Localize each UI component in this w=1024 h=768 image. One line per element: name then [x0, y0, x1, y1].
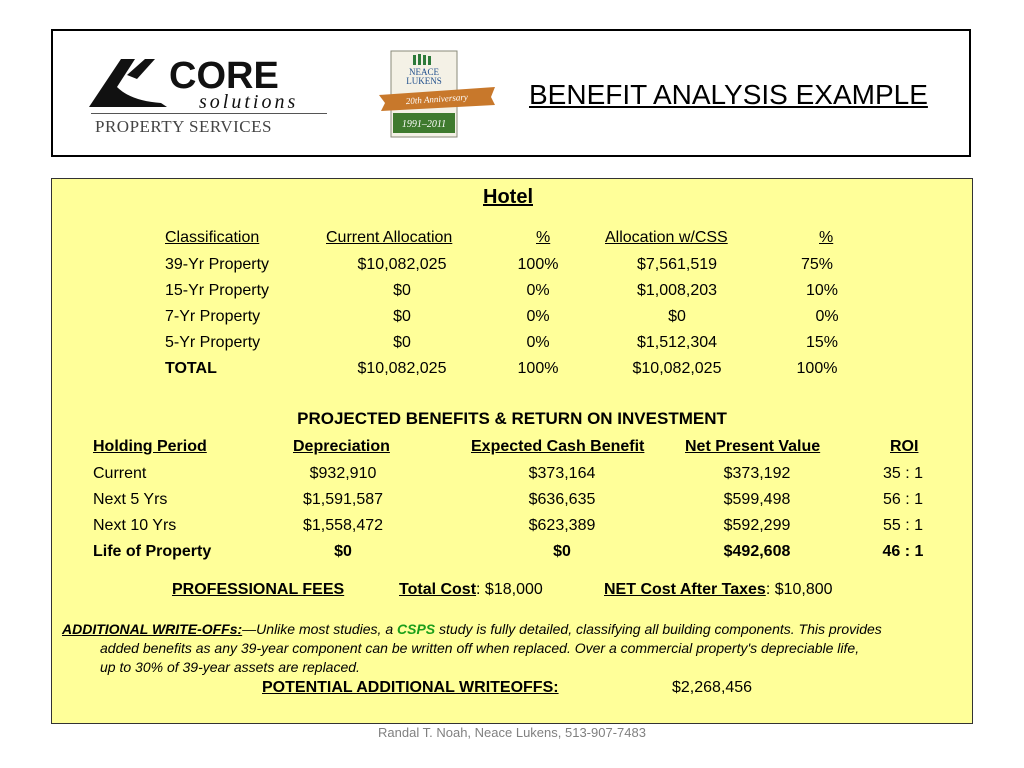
alloc-cell-pct1: 100% [517, 360, 559, 377]
benefits-header-holding: Holding Period [93, 438, 207, 455]
total-cost-value: : $18,000 [476, 581, 543, 598]
alloc-total-label: TOTAL [165, 360, 217, 377]
net-cost-label: NET Cost After Taxes [604, 581, 766, 598]
alloc-cell-class: 5-Yr Property [165, 334, 261, 351]
anniversary-years-text: 1991–2011 [401, 119, 447, 130]
alloc-cell-current: $10,082,025 [357, 360, 447, 377]
benefits-cell-depreciation: $1,591,587 [302, 491, 384, 508]
alloc-cell-css: $0 [668, 308, 686, 325]
alloc-cell-pct1: 0% [526, 282, 550, 299]
core-logo-rule [91, 113, 327, 114]
benefits-cell-cash: $623,389 [528, 517, 596, 534]
alloc-cell-current: $0 [393, 308, 411, 325]
note-text-before: Unlike most studies, a [256, 621, 398, 637]
note-lead: ADDITIONAL WRITE-OFFs: [62, 621, 243, 637]
benefits-cell-cash: $373,164 [528, 465, 596, 482]
benefits-cell-period: Next 5 Yrs [93, 491, 168, 508]
page-title: BENEFIT ANALYSIS EXAMPLE [529, 79, 928, 110]
benefits-header-depreciation: Depreciation [293, 438, 390, 455]
header-box [51, 29, 971, 157]
total-cost-label: Total Cost [399, 581, 477, 598]
potential-writeoffs-value: $2,268,456 [672, 679, 753, 696]
alloc-cell-pct2: 10% [805, 282, 839, 299]
note-text-after: study is fully detailed, classifying all building components. This provides [435, 621, 882, 637]
alloc-cell-css: $10,082,025 [632, 360, 722, 377]
benefits-header-roi: ROI [890, 438, 919, 455]
core-logo-sub: solutions [199, 91, 299, 113]
alloc-cell-class: 39-Yr Property [165, 256, 270, 273]
professional-fees-label: PROFESSIONAL FEES [172, 581, 345, 598]
benefits-cell-cash: $636,635 [528, 491, 596, 508]
footer-credit: Randal T. Noah, Neace Lukens, 513-907-7483 [378, 725, 646, 740]
benefits-cell-period: Current [93, 465, 147, 482]
alloc-cell-pct2: 0% [815, 308, 839, 325]
note-dash: — [242, 621, 257, 637]
alloc-cell-css: $1,512,304 [636, 334, 718, 351]
benefits-title: PROJECTED BENEFITS & RETURN ON INVESTMENT [297, 409, 727, 428]
net-cost [604, 581, 833, 599]
alloc-cell-pct2: 75% [800, 256, 834, 273]
net-cost-value: : $10,800 [765, 581, 833, 598]
benefits-cell-depreciation: $1,558,472 [302, 517, 384, 534]
benefits-header-cash: Expected Cash Benefit [471, 438, 645, 455]
alloc-cell-current: $10,082,025 [357, 256, 447, 273]
alloc-cell-current: $0 [393, 282, 411, 299]
alloc-cell-css: $1,008,203 [636, 282, 718, 299]
potential-writeoffs-label: POTENTIAL ADDITIONAL WRITEOFFS: [262, 679, 559, 696]
core-logo-word: CORE [169, 55, 279, 97]
benefits-cell-roi: 55 : 1 [882, 517, 924, 534]
total-cost [399, 581, 543, 599]
additional-writeoffs-note [62, 620, 962, 677]
benefits-cell-npv: $592,299 [723, 517, 791, 534]
neace-text: NEACE [409, 67, 439, 77]
core-solutions-logo [87, 53, 337, 143]
alloc-cell-pct1: 0% [526, 334, 550, 351]
alloc-cell-class: 15-Yr Property [165, 282, 270, 299]
benefits-cell-npv: $373,192 [723, 465, 791, 482]
alloc-cell-pct2: 15% [805, 334, 839, 351]
anniversary-ribbon-text: 20th Anniversary [405, 91, 469, 107]
benefits-cell-roi: 56 : 1 [882, 491, 924, 508]
benefits-cell-depreciation: $0 [334, 543, 352, 560]
alloc-cell-pct1: 100% [517, 256, 559, 273]
alloc-cell-pct1: 0% [526, 308, 550, 325]
note-line3: up to 30% of 39-year assets are replaced. [100, 659, 360, 675]
alloc-header-css: Allocation w/CSS [605, 229, 728, 246]
alloc-header-pct2: % [819, 229, 834, 246]
alloc-cell-class: 7-Yr Property [165, 308, 261, 325]
benefits-header-npv: Net Present Value [685, 438, 821, 455]
core-logo-tagline: PROPERTY SERVICES [95, 117, 272, 136]
note-csps: CSPS [397, 621, 436, 637]
note-line2: added benefits as any 39-year component can be written off when replaced. Over a commercial property's depreciable life, [100, 640, 860, 656]
alloc-header-current: Current Allocation [326, 229, 453, 246]
benefits-cell-npv: $599,498 [723, 491, 791, 508]
neace-lukens-logo [377, 49, 497, 139]
alloc-header-pct1: % [536, 229, 551, 246]
benefits-cell-npv: $492,608 [723, 543, 791, 560]
lukens-text: LUKENS [406, 76, 442, 86]
core-swoosh-icon [87, 53, 177, 113]
analysis-panel [51, 178, 973, 724]
hotel-heading: Hotel [483, 186, 533, 208]
alloc-header-classification: Classification [165, 229, 260, 246]
benefits-cell-period: Next 10 Yrs [93, 517, 177, 534]
benefits-cell-period: Life of Property [93, 543, 212, 560]
benefits-cell-cash: $0 [553, 543, 571, 560]
benefits-cell-roi: 46 : 1 [882, 543, 924, 560]
benefits-cell-depreciation: $932,910 [309, 465, 377, 482]
alloc-cell-css: $7,561,519 [636, 256, 718, 273]
alloc-cell-pct2: 100% [796, 360, 838, 377]
benefits-cell-roi: 35 : 1 [882, 465, 924, 482]
alloc-cell-current: $0 [393, 334, 411, 351]
